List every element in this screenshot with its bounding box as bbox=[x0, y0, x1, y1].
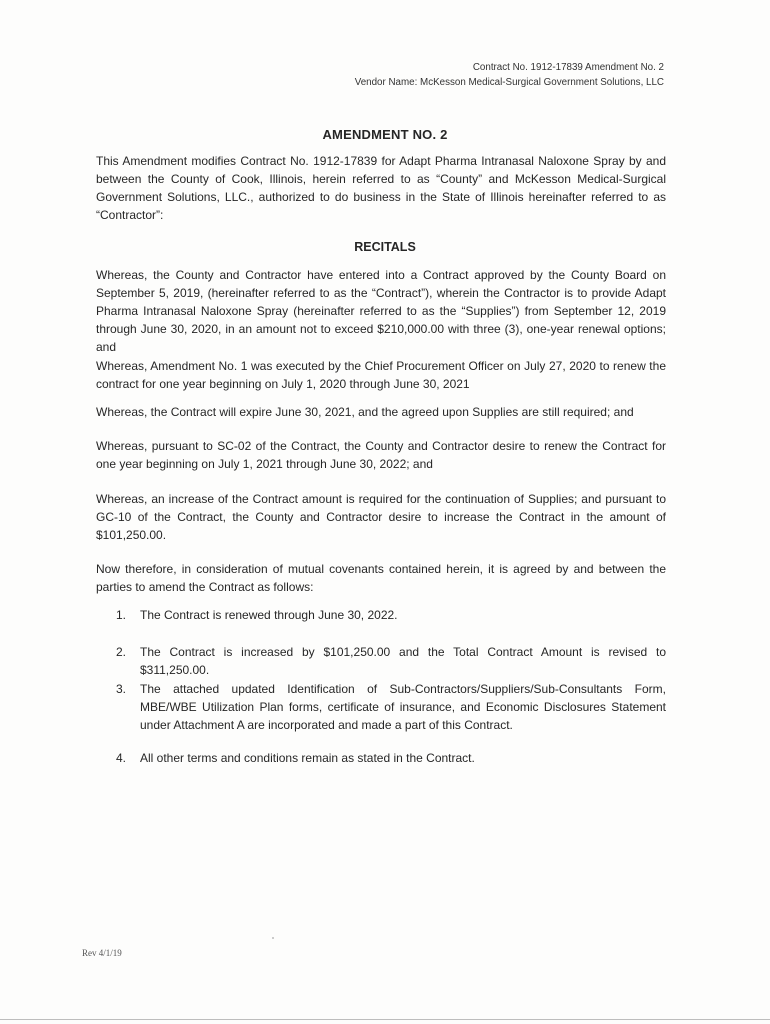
revision-footer: Rev 4/1/19 bbox=[82, 948, 122, 958]
list-item bbox=[116, 643, 666, 679]
list-item bbox=[116, 680, 666, 734]
recitals-heading: RECITALS bbox=[354, 240, 416, 254]
list-item bbox=[116, 606, 666, 624]
term-text: The Contract is renewed through June 30, 2022. bbox=[140, 608, 398, 622]
term-number: 1. bbox=[116, 608, 127, 622]
term-text: The Contract is increased by $101,250.00 and the Total Contract Amount is revised to $311,250.00. bbox=[140, 645, 666, 677]
recital-paragraph-4: Whereas, pursuant to SC-02 of the Contract, the County and Contractor desire to renew the Contract for one year beginning on July 1, 2021 through June 30, 2022; and bbox=[96, 439, 666, 471]
term-number: 3. bbox=[116, 682, 127, 696]
scan-edge-line bbox=[0, 1019, 770, 1020]
contract-number: Contract No. 1912-17839 Amendment No. 2 bbox=[472, 62, 664, 73]
recital-paragraph-5: Whereas, an increase of the Contract amount is required for the continuation of Supplies; and pursuant to GC-10 of the Contract, the County and Contractor desire to increase the Contract in the amount of $101,250.00. bbox=[96, 492, 666, 542]
now-therefore-paragraph: Now therefore, in consideration of mutual covenants contained herein, it is agreed by and between the parties to amend the Contract as follows: bbox=[96, 562, 666, 594]
document-header bbox=[355, 60, 664, 90]
intro-paragraph: This Amendment modifies Contract No. 1912-17839 for Adapt Pharma Intranasal Naloxone Spray by and between the County of Cook, Illinois, herein referred to as “County” and McKesson Medical-Surgical Government Solutions, LLC., authorized to do business in the State of Illinois hereinafter referred to as “Contractor”: bbox=[96, 154, 666, 222]
term-text: The attached updated Identification of Sub-Contractors/Suppliers/Sub-Consultants Form, MBE/WBE Utilization Plan forms, certificate of insurance, and Economic Disclosures Statement under Attachment A are incorporated and made a part of this Contract. bbox=[140, 682, 666, 732]
recital-paragraph-2: Whereas, Amendment No. 1 was executed by the Chief Procurement Officer on July 27, 2020 to renew the contract for one year beginning on July 1, 2020 through June 30, 2021 bbox=[96, 359, 666, 391]
term-number: 2. bbox=[116, 645, 127, 659]
vendor-name: Vendor Name: McKesson Medical-Surgical Government Solutions, LLC bbox=[354, 77, 664, 88]
recital-paragraph-3: Whereas, the Contract will expire June 30, 2021, and the agreed upon Supplies are still required; and bbox=[96, 405, 634, 419]
scan-speck bbox=[272, 937, 274, 939]
term-number: 4. bbox=[116, 751, 127, 765]
term-text: All other terms and conditions remain as stated in the Contract. bbox=[140, 751, 475, 765]
list-item bbox=[116, 749, 666, 767]
document-title: AMENDMENT NO. 2 bbox=[322, 127, 448, 142]
recital-paragraph-1: Whereas, the County and Contractor have entered into a Contract approved by the County Board on September 5, 2019, (hereinafter referred to as the “Contract”), wherein the Contractor is to provide Adapt Pharma Intranasal Naloxone Spray (hereinafter referred to as the “Supplies”) from September 12, 2019 through June 30, 2020, in an amount not to exceed $210,000.00 with three (3), one-year renewal options; and bbox=[96, 268, 666, 354]
